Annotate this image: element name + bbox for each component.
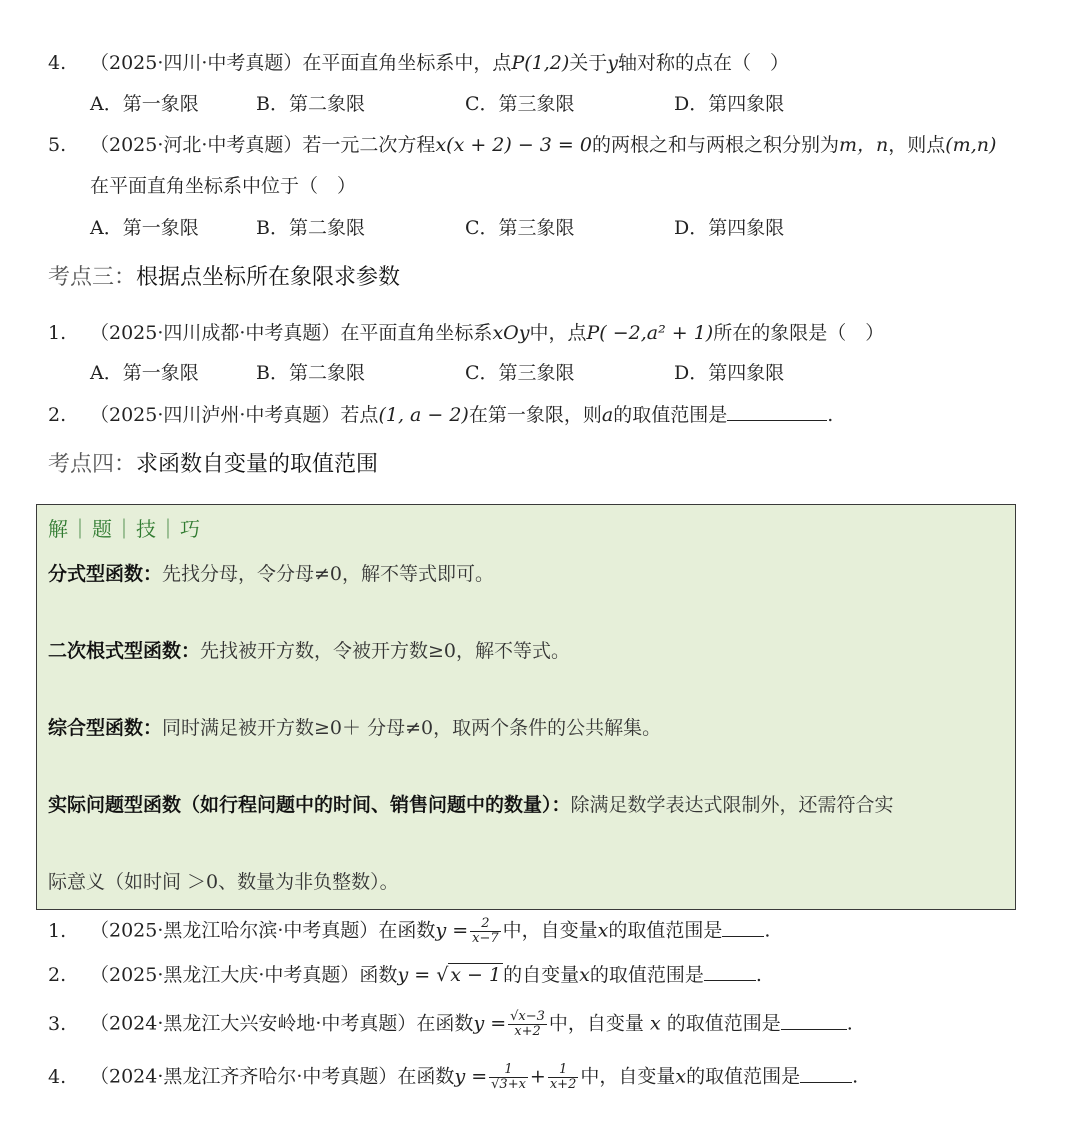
- math-expression: (m,n): [945, 134, 997, 156]
- question-text: （2024·黑龙江大兴安岭地·中考真题）在函数: [90, 1012, 474, 1035]
- option-d: D．第四象限: [674, 362, 785, 384]
- fraction: [508, 1010, 547, 1039]
- question-text: 的取值范围是: [613, 404, 728, 426]
- question-text: 中，自变量: [502, 919, 598, 942]
- math-expression: y =: [397, 964, 431, 986]
- question-text: 的两根之和与两根之积分别为: [591, 134, 839, 156]
- question-number: 2.: [48, 964, 67, 986]
- tip-practical-cont: 际意义（如时间 ＞0、数量为非负整数）。: [48, 871, 399, 893]
- tip-fraction: [48, 561, 494, 587]
- question-text: 的取值范围是: [686, 1065, 801, 1088]
- tip-radical: [48, 638, 570, 664]
- option-b: B．第二象限: [256, 217, 365, 239]
- option-c: C．第三象限: [465, 93, 575, 115]
- option-a: A．第一象限: [90, 217, 199, 239]
- math-expression: y =: [435, 919, 469, 942]
- answer-blank[interactable]: [704, 962, 756, 981]
- question-number: 1.: [48, 919, 67, 942]
- option-b: B．第二象限: [256, 93, 365, 115]
- question-text: 的自变量: [503, 964, 580, 986]
- period: .: [827, 404, 834, 426]
- option-a: A．第一象限: [90, 362, 199, 384]
- fraction-1: [489, 1063, 528, 1092]
- math-expression: (1, a − 2): [378, 404, 469, 426]
- question-text: 的取值范围是: [660, 1012, 781, 1035]
- tips-box: [36, 504, 1016, 910]
- variable-x: x: [579, 964, 590, 986]
- s3-question-1: [48, 320, 884, 346]
- question-number: 1.: [48, 322, 67, 344]
- question-text: 在第一象限，则: [468, 404, 602, 426]
- answer-blank[interactable]: [727, 402, 827, 421]
- option-d: D．第四象限: [674, 217, 785, 239]
- question-text: 的取值范围是: [608, 919, 723, 942]
- option-c: C．第三象限: [465, 362, 575, 384]
- math-expression: y: [607, 52, 619, 74]
- math-expression: m，n: [838, 134, 889, 156]
- s4-question-1: [48, 917, 770, 946]
- question-text: ，则点: [888, 134, 946, 156]
- tip-text: 除满足数学表达式限制外，还需符合实: [570, 794, 894, 816]
- variable-x: x: [675, 1065, 687, 1088]
- tip-text: 先找分母，令分母≠0，解不等式即可。: [162, 563, 495, 585]
- numerator: 2: [470, 917, 501, 932]
- math-expression: a: [601, 404, 614, 426]
- period: .: [755, 964, 762, 986]
- section-heading-4: [48, 450, 378, 480]
- question-5-line2: 在平面直角坐标系中位于（ ）: [90, 175, 357, 197]
- denominator: x+2: [549, 1077, 577, 1092]
- answer-blank[interactable]: [781, 1011, 847, 1030]
- math-expression: P(1,2): [511, 52, 570, 74]
- question-text: （2025·四川成都·中考真题）在平面直角坐标系: [90, 322, 493, 344]
- question-text: 的取值范围是: [589, 964, 704, 986]
- question-text: （2025·四川泸州·中考真题）若点: [90, 404, 379, 426]
- s4-question-2: [48, 962, 762, 988]
- question-number: 5.: [48, 134, 67, 156]
- sqrt-sign: √: [436, 964, 449, 986]
- question-text: （2025·黑龙江大庆·中考真题）函数: [90, 964, 398, 986]
- section-title: 求函数自变量的取值范围: [136, 452, 379, 477]
- tip-text: 同时满足被开方数≥0＋ 分母≠0，取两个条件的公共解集。: [162, 717, 662, 739]
- question-text: 中，自变量: [580, 1065, 676, 1088]
- numerator: 1: [489, 1063, 528, 1078]
- question-5: [48, 132, 996, 158]
- math-expression: xOy: [492, 322, 530, 344]
- answer-blank[interactable]: [800, 1064, 852, 1083]
- question-text: 中，自变量: [548, 1012, 650, 1035]
- option-d: D．第四象限: [674, 93, 785, 115]
- answer-blank[interactable]: [722, 918, 764, 937]
- fraction: [470, 917, 501, 946]
- denominator: x−7: [472, 931, 499, 946]
- variable-x: x: [597, 919, 609, 942]
- tip-label: 分式型函数：: [48, 563, 163, 585]
- question-text: （2025·四川·中考真题）在平面直角坐标系中，点: [90, 52, 512, 74]
- tip-label: 实际问题型函数（如行程问题中的时间、销售问题中的数量）：: [48, 794, 571, 816]
- section-prefix: 考点三：: [48, 265, 137, 290]
- option-a: A．第一象限: [90, 93, 199, 115]
- tip-combined: [48, 715, 661, 741]
- question-number: 4.: [48, 52, 67, 74]
- plus-sign: +: [529, 1065, 546, 1088]
- math-expression: x(x + 2) − 3 = 0: [435, 134, 592, 156]
- question-text: （2025·黑龙江哈尔滨·中考真题）在函数: [90, 919, 436, 942]
- question-text: 轴对称的点在（ ）: [618, 52, 790, 74]
- question-number: 2.: [48, 404, 67, 426]
- tip-label: 二次根式型函数：: [48, 640, 201, 662]
- option-c: C．第三象限: [465, 217, 575, 239]
- question-4: [48, 50, 789, 76]
- math-expression: y =: [454, 1065, 488, 1088]
- tips-heading: 解｜题｜技｜巧: [48, 517, 202, 541]
- variable-x: x: [649, 1012, 661, 1035]
- question-text: 关于: [569, 52, 608, 74]
- math-expression: P( −2,a² + 1): [586, 322, 714, 344]
- period: .: [846, 1012, 853, 1035]
- tip-label: 综合型函数：: [48, 717, 163, 739]
- question-text: （2025·河北·中考真题）若一元二次方程: [90, 134, 436, 156]
- tip-text: 先找被开方数，令被开方数≥0，解不等式。: [200, 640, 571, 662]
- option-b: B．第二象限: [256, 362, 365, 384]
- section-title: 根据点坐标所在象限求参数: [136, 265, 401, 290]
- fraction-2: [548, 1063, 579, 1092]
- period: .: [764, 919, 771, 942]
- question-text: 所在的象限是（ ）: [713, 322, 885, 344]
- s3-question-2: [48, 402, 833, 428]
- question-number: 4.: [48, 1065, 67, 1088]
- section-heading-3: [48, 263, 400, 293]
- question-number: 3.: [48, 1012, 67, 1035]
- numerator: 1: [548, 1063, 579, 1078]
- tip-practical: [48, 792, 894, 818]
- question-text: 中，点: [529, 322, 587, 344]
- denominator: x+2: [514, 1024, 541, 1039]
- math-expression: y =: [473, 1012, 507, 1035]
- radicand: x − 1: [450, 964, 502, 986]
- section-prefix: 考点四：: [48, 452, 137, 477]
- s4-question-3: [48, 1010, 853, 1039]
- s4-question-4: [48, 1063, 858, 1092]
- period: .: [852, 1065, 859, 1088]
- numerator: √x−3: [510, 1009, 545, 1024]
- question-text: （2024·黑龙江齐齐哈尔·中考真题）在函数: [90, 1065, 455, 1088]
- denominator: √3+x: [491, 1077, 526, 1092]
